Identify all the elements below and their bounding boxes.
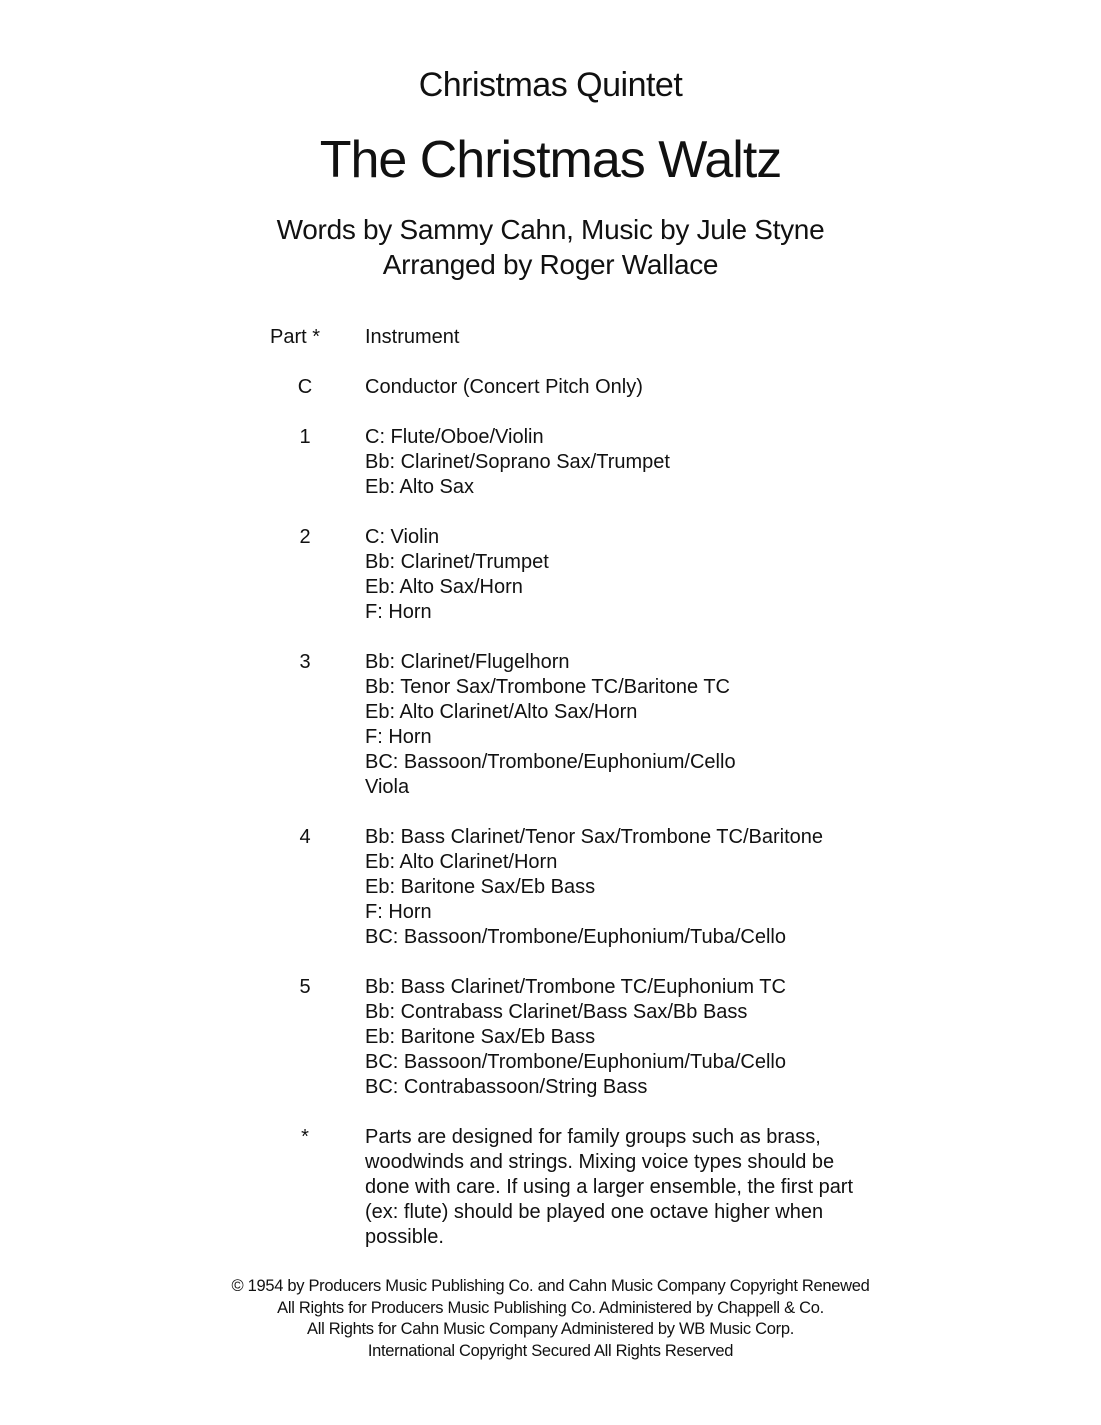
note-line: possible. xyxy=(365,1226,444,1248)
instrument-line: Eb: Baritone Sax/Eb Bass xyxy=(365,1026,596,1048)
note-text xyxy=(365,1125,910,1250)
part-number: 2 xyxy=(299,526,311,548)
note-line: done with care. If using a larger ensemble, the first part xyxy=(365,1176,854,1198)
note-marker: * xyxy=(301,1126,309,1148)
copyright-line: All Rights for Cahn Music Company Administered by WB Music Corp. xyxy=(307,1320,794,1338)
instrument-line: Eb: Alto Clarinet/Horn xyxy=(365,851,558,873)
credit-words-music: Words by Sammy Cahn, Music by Jule Styne xyxy=(276,214,825,245)
instrument-line: BC: Contrabassoon/String Bass xyxy=(365,1076,648,1098)
instrument-line: Bb: Clarinet/Flugelhorn xyxy=(365,651,570,673)
note-line: woodwinds and strings. Mixing voice types should be xyxy=(365,1151,835,1173)
instrument-line: Bb: Bass Clarinet/Tenor Sax/Trombone TC/Baritone xyxy=(365,826,823,848)
credit-arranger: Arranged by Roger Wallace xyxy=(382,249,719,280)
instrument-line: C: Violin xyxy=(365,526,440,548)
instrument-line: Eb: Alto Sax/Horn xyxy=(365,576,523,598)
copyright-line: All Rights for Producers Music Publishing Co. Administered by Chappell & Co. xyxy=(277,1298,824,1317)
instrument-list xyxy=(365,975,910,1100)
copyright-line: © 1954 by Producers Music Publishing Co. and Cahn Music Company Copyright Renewed xyxy=(231,1277,870,1295)
part-row xyxy=(270,375,910,400)
note-line: Parts are designed for family groups such as brass, xyxy=(365,1126,821,1148)
parts-table xyxy=(270,325,910,1250)
part-row xyxy=(270,650,910,800)
instrument-line: Bb: Tenor Sax/Trombone TC/Baritone TC xyxy=(365,676,730,698)
instrument-line: Bb: Clarinet/Soprano Sax/Trumpet xyxy=(365,451,670,473)
instrument-line: Conductor (Concert Pitch Only) xyxy=(365,376,643,398)
instrument-line: F: Horn xyxy=(365,726,432,748)
instrument-line: Viola xyxy=(365,776,410,798)
instrument-line: BC: Bassoon/Trombone/Euphonium/Cello xyxy=(365,751,736,773)
part-row xyxy=(270,525,910,625)
instrument-line: BC: Bassoon/Trombone/Euphonium/Tuba/Cello xyxy=(365,926,786,948)
credits xyxy=(0,212,1101,282)
instrument-list xyxy=(365,525,910,625)
instrument-list xyxy=(365,375,910,400)
copyright-footer xyxy=(0,1276,1101,1362)
instrument-line: Bb: Clarinet/Trumpet xyxy=(365,551,549,573)
instrument-line: C: Flute/Oboe/Violin xyxy=(365,426,544,448)
part-column-header: Part * xyxy=(270,326,321,348)
instrument-list xyxy=(365,425,910,500)
part-number: 3 xyxy=(299,651,311,673)
instrument-line: Bb: Contrabass Clarinet/Bass Sax/Bb Bass xyxy=(365,1001,748,1023)
instrument-line: F: Horn xyxy=(365,901,432,923)
series-title: Christmas Quintet xyxy=(418,66,683,104)
instrument-line: Bb: Bass Clarinet/Trombone TC/Euphonium TC xyxy=(365,976,786,998)
instrument-list xyxy=(365,825,910,950)
part-number: 5 xyxy=(299,976,311,998)
copyright-line: International Copyright Secured All Rights Reserved xyxy=(367,1341,734,1360)
instrument-list xyxy=(365,650,910,800)
table-header xyxy=(270,325,910,350)
instrument-line: F: Horn xyxy=(365,601,432,623)
part-number: C xyxy=(297,376,313,398)
instrument-line: BC: Bassoon/Trombone/Euphonium/Tuba/Cello xyxy=(365,1051,786,1073)
instrument-line: Eb: Baritone Sax/Eb Bass xyxy=(365,876,596,898)
part-number: 4 xyxy=(299,826,311,848)
parts-rows xyxy=(270,375,910,1125)
part-number: 1 xyxy=(299,426,311,448)
instrument-line: Eb: Alto Clarinet/Alto Sax/Horn xyxy=(365,701,638,723)
page-title: The Christmas Waltz xyxy=(319,131,782,189)
part-row xyxy=(270,975,910,1100)
part-row xyxy=(270,425,910,500)
instrument-line: Eb: Alto Sax xyxy=(365,476,474,498)
instrument-column-header: Instrument xyxy=(365,326,460,348)
part-row xyxy=(270,825,910,950)
table-note xyxy=(270,1125,910,1250)
note-line: (ex: flute) should be played one octave higher when xyxy=(365,1201,824,1223)
